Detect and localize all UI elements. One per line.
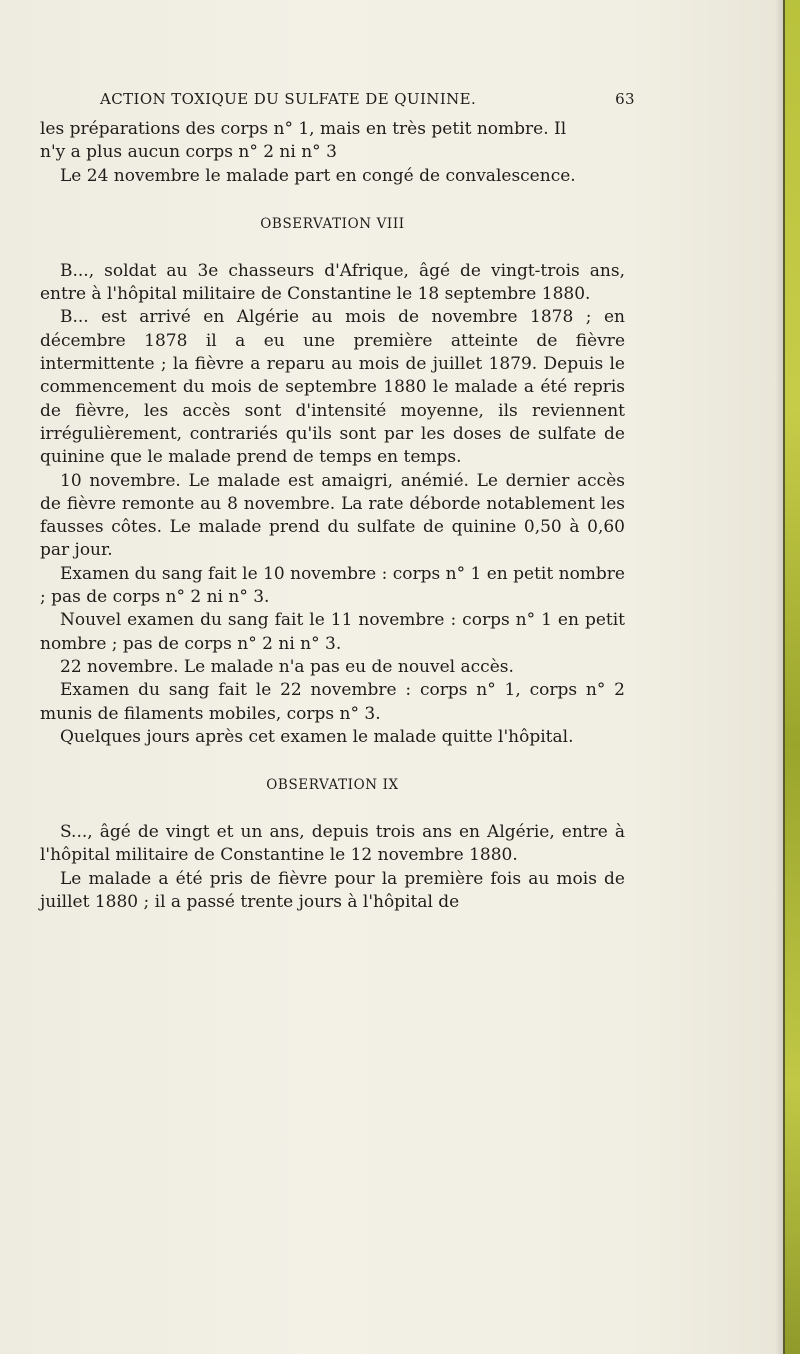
page-content xyxy=(40,90,660,914)
running-title: ACTION TOXIQUE DU SULFATE DE QUININE. xyxy=(100,90,477,108)
page-number: 63 xyxy=(615,90,635,108)
obs8-paragraph: Examen du sang fait le 22 novembre : corps n° 1, corps n° 2 munis de filaments mobiles, corps n° 3. xyxy=(40,680,625,724)
obs8-paragraph: B..., soldat au 3e chasseurs d'Afrique, âgé de vingt-trois ans, entre à l'hôpital militaire de Constantine le 18 septembre 1880. xyxy=(40,260,625,305)
page-header xyxy=(40,90,635,108)
obs8-paragraph: B... est arrivé en Algérie au mois de novembre 1878 ; en décembre 1878 il a eu une première atteinte de fièvre intermittente ; la fièvre a reparu au mois de juillet 1879. Depuis le commencement du mois de septembre 1880 le malade a été repris de fièvre, les accès sont d'intensité moyenne, ils reviennent irrégulièrement, contrariés qu'ils sont par les doses de sulfate de quinine que le malade prend de temps en temps. xyxy=(40,307,625,468)
obs8-paragraph: Nouvel examen du sang fait le 11 novembre : corps n° 1 en petit nombre ; pas de corps n° 2 ni n° 3. xyxy=(40,610,625,654)
intro-line-3: Le 24 novembre le malade part en congé de convalescence. xyxy=(60,165,576,186)
obs8-paragraph: Examen du sang fait le 10 novembre : corps n° 1 en petit nombre ; pas de corps n° 2 ni n° 3. xyxy=(40,563,625,608)
obs8-paragraph: 10 novembre. Le malade est amaigri, anémié. Le dernier accès de fièvre remonte au 8 novembre. La rate déborde notablement les fausses côtes. Le malade prend du sulfate de quinine 0,50 à 0,60 par jour. xyxy=(40,470,625,561)
observation-8-heading: OBSERVATION VIII xyxy=(260,215,405,232)
obs9-paragraph: S..., âgé de vingt et un ans, depuis trois ans en Algérie, entre à l'hôpital militaire de Constantine le 12 novembre 1880. xyxy=(40,822,625,866)
obs8-paragraph: 22 novembre. Le malade n'a pas eu de nouvel accès. xyxy=(60,656,514,677)
intro-line-1: les préparations des corps n° 1, mais en très petit nombre. Il xyxy=(40,119,567,139)
obs8-paragraph: Quelques jours après cet examen le malade quitte l'hôpital. xyxy=(60,726,574,747)
book-spine xyxy=(783,0,800,1354)
intro-line-2: n'y a plus aucun corps n° 2 ni n° 3 xyxy=(40,142,337,163)
observation-9-heading: OBSERVATION IX xyxy=(266,777,399,794)
obs9-paragraph: Le malade a été pris de fièvre pour la première fois au mois de juillet 1880 ; il a passé trente jours à l'hôpital de xyxy=(40,868,625,913)
